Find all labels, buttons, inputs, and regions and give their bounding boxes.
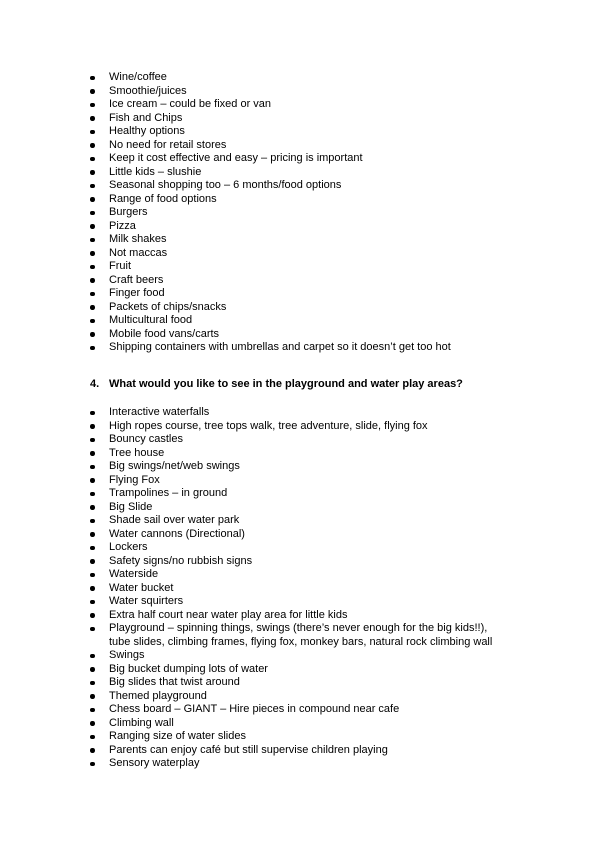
bullet-icon bbox=[90, 103, 95, 108]
list-item-text: Keep it cost effective and easy – pricing is important bbox=[109, 152, 363, 164]
list-item bbox=[0, 314, 599, 328]
list-item-text: Playground – spinning things, swings (there’s never enough for the big kids!!), tube slides, climbing frames, flying fox, monkey bars, natural rock climbing wall bbox=[109, 622, 493, 648]
list-item bbox=[0, 555, 599, 569]
list-item-text: Lockers bbox=[109, 541, 148, 553]
list-item-text: Swings bbox=[109, 649, 145, 661]
list-item-text: Interactive waterfalls bbox=[109, 406, 210, 418]
list-item bbox=[0, 595, 599, 609]
bullet-icon bbox=[90, 438, 95, 443]
bullet-icon bbox=[90, 694, 95, 699]
bullet-icon bbox=[90, 708, 95, 713]
bullet-icon bbox=[90, 305, 95, 310]
playground-ideas-list bbox=[0, 406, 599, 771]
list-item-text: Milk shakes bbox=[109, 233, 167, 245]
bullet-icon bbox=[90, 251, 95, 256]
bullet-icon bbox=[90, 116, 95, 121]
list-item-text: Parents can enjoy café but still supervise children playing bbox=[109, 743, 388, 756]
list-item bbox=[0, 541, 599, 555]
list-item-text: Bouncy castles bbox=[109, 433, 183, 445]
list-item bbox=[0, 247, 599, 261]
list-item-text: Safety signs/no rubbish signs bbox=[109, 554, 253, 567]
list-item-text: Wine/coffee bbox=[109, 71, 167, 83]
bullet-icon bbox=[90, 346, 95, 351]
list-item bbox=[0, 744, 599, 758]
list-item-text: Water squirters bbox=[109, 595, 184, 607]
list-item bbox=[0, 568, 599, 582]
bullet-icon bbox=[90, 157, 95, 162]
bullet-icon bbox=[90, 478, 95, 483]
bullet-icon bbox=[90, 143, 95, 148]
bullet-icon bbox=[90, 424, 95, 429]
list-item-text: Themed playground bbox=[109, 689, 207, 702]
list-item bbox=[0, 71, 599, 85]
list-item bbox=[0, 582, 599, 596]
list-item bbox=[0, 287, 599, 301]
bullet-icon bbox=[90, 532, 95, 537]
list-item bbox=[0, 433, 599, 447]
list-item bbox=[0, 274, 599, 288]
bullet-icon bbox=[90, 278, 95, 283]
list-item-text: Big Slide bbox=[109, 500, 153, 513]
list-item-text: Pizza bbox=[109, 219, 136, 232]
question-number: 4. bbox=[90, 378, 100, 390]
question-heading bbox=[90, 378, 463, 392]
list-item-text: Waterside bbox=[109, 568, 159, 580]
bullet-icon bbox=[90, 627, 95, 632]
bullet-icon bbox=[90, 721, 95, 726]
bullet-icon bbox=[90, 519, 95, 524]
bullet-icon bbox=[90, 332, 95, 337]
bullet-icon bbox=[90, 492, 95, 497]
list-item-text: Extra half court near water play area for little kids bbox=[109, 608, 348, 621]
list-item bbox=[0, 514, 599, 528]
list-item-text: Trampolines – in ground bbox=[109, 487, 228, 499]
list-item bbox=[0, 420, 599, 434]
list-item-text: Fruit bbox=[109, 260, 131, 272]
question-text: What would you like to see in the playground and water play areas? bbox=[109, 378, 463, 390]
list-item-text: Range of food options bbox=[109, 192, 217, 205]
list-item bbox=[0, 676, 599, 690]
bullet-icon bbox=[90, 546, 95, 551]
list-item-text: Tree house bbox=[109, 446, 165, 459]
list-item bbox=[0, 85, 599, 99]
list-item-text: Ranging size of water slides bbox=[109, 730, 246, 742]
bullet-icon bbox=[90, 319, 95, 324]
bullet-icon bbox=[90, 292, 95, 297]
list-item bbox=[0, 166, 599, 180]
bullet-icon bbox=[90, 586, 95, 591]
list-item bbox=[0, 341, 599, 355]
list-item-text: Craft beers bbox=[109, 273, 164, 286]
list-item bbox=[0, 690, 599, 704]
list-item bbox=[0, 98, 599, 112]
list-item bbox=[0, 193, 599, 207]
list-item bbox=[0, 328, 599, 342]
bullet-icon bbox=[90, 505, 95, 510]
bullet-icon bbox=[90, 411, 95, 416]
list-item bbox=[0, 717, 599, 731]
bullet-icon bbox=[90, 600, 95, 605]
list-item-text: Big slides that twist around bbox=[109, 676, 240, 688]
list-item bbox=[0, 112, 599, 126]
list-item-text: Chess board – GIANT – Hire pieces in compound near cafe bbox=[109, 703, 400, 715]
bullet-icon bbox=[90, 130, 95, 135]
list-item bbox=[0, 406, 599, 420]
list-item bbox=[0, 663, 599, 677]
list-item-text: Water cannons (Directional) bbox=[109, 527, 245, 540]
list-item-text: Big swings/net/web swings bbox=[109, 460, 240, 472]
list-item bbox=[0, 649, 599, 663]
bullet-icon bbox=[90, 265, 95, 270]
list-item-text: Packets of chips/snacks bbox=[109, 300, 227, 313]
list-item bbox=[0, 487, 599, 501]
bullet-icon bbox=[90, 748, 95, 753]
list-item-text: Mobile food vans/carts bbox=[109, 327, 220, 340]
bullet-icon bbox=[90, 735, 95, 740]
bullet-icon bbox=[90, 238, 95, 243]
list-item-text: Shade sail over water park bbox=[109, 514, 240, 526]
list-item bbox=[0, 703, 599, 717]
list-item bbox=[0, 501, 599, 515]
bullet-icon bbox=[90, 667, 95, 672]
list-item-text: Seasonal shopping too – 6 months/food options bbox=[109, 179, 342, 191]
list-item bbox=[0, 730, 599, 744]
list-item bbox=[0, 622, 599, 649]
list-item bbox=[0, 206, 599, 220]
list-item bbox=[0, 179, 599, 193]
list-item bbox=[0, 757, 599, 771]
list-item-text: Smoothie/juices bbox=[109, 84, 187, 97]
list-item-text: Climbing wall bbox=[109, 716, 174, 729]
list-item bbox=[0, 125, 599, 139]
list-item-text: Sensory waterplay bbox=[109, 757, 200, 769]
bullet-icon bbox=[90, 224, 95, 229]
list-item-text: No need for retail stores bbox=[109, 138, 227, 151]
list-item bbox=[0, 447, 599, 461]
list-item-text: Water bucket bbox=[109, 581, 174, 594]
bullet-icon bbox=[90, 465, 95, 470]
list-item-text: Multicultural food bbox=[109, 314, 193, 326]
list-item bbox=[0, 460, 599, 474]
list-item-text: Flying Fox bbox=[109, 473, 160, 486]
bullet-icon bbox=[90, 451, 95, 456]
bullet-icon bbox=[90, 197, 95, 202]
list-item bbox=[0, 474, 599, 488]
bullet-icon bbox=[90, 762, 95, 767]
list-item-text: Fish and Chips bbox=[109, 111, 183, 124]
list-item bbox=[0, 301, 599, 315]
bullet-icon bbox=[90, 89, 95, 94]
list-item bbox=[0, 152, 599, 166]
list-item-text: Shipping containers with umbrellas and carpet so it doesn’t get too hot bbox=[109, 341, 451, 353]
bullet-icon bbox=[90, 573, 95, 578]
bullet-icon bbox=[90, 681, 95, 686]
list-item-text: Finger food bbox=[109, 287, 165, 299]
bullet-icon bbox=[90, 559, 95, 564]
list-item-text: Burgers bbox=[109, 206, 148, 218]
bullet-icon bbox=[90, 184, 95, 189]
list-item bbox=[0, 528, 599, 542]
list-item-text: Ice cream – could be fixed or van bbox=[109, 98, 272, 110]
list-item-text: Little kids – slushie bbox=[109, 165, 202, 178]
list-item-text: Healthy options bbox=[109, 125, 185, 137]
bullet-icon bbox=[90, 211, 95, 216]
list-item bbox=[0, 220, 599, 234]
food-options-list bbox=[0, 71, 599, 355]
bullet-icon bbox=[90, 613, 95, 618]
list-item-text: Big bucket dumping lots of water bbox=[109, 662, 268, 675]
list-item bbox=[0, 609, 599, 623]
bullet-icon bbox=[90, 76, 95, 81]
bullet-icon bbox=[90, 170, 95, 175]
bullet-icon bbox=[90, 654, 95, 659]
list-item bbox=[0, 139, 599, 153]
list-item bbox=[0, 260, 599, 274]
list-item-text: Not maccas bbox=[109, 246, 168, 259]
list-item-text: High ropes course, tree tops walk, tree adventure, slide, flying fox bbox=[109, 419, 428, 432]
list-item bbox=[0, 233, 599, 247]
